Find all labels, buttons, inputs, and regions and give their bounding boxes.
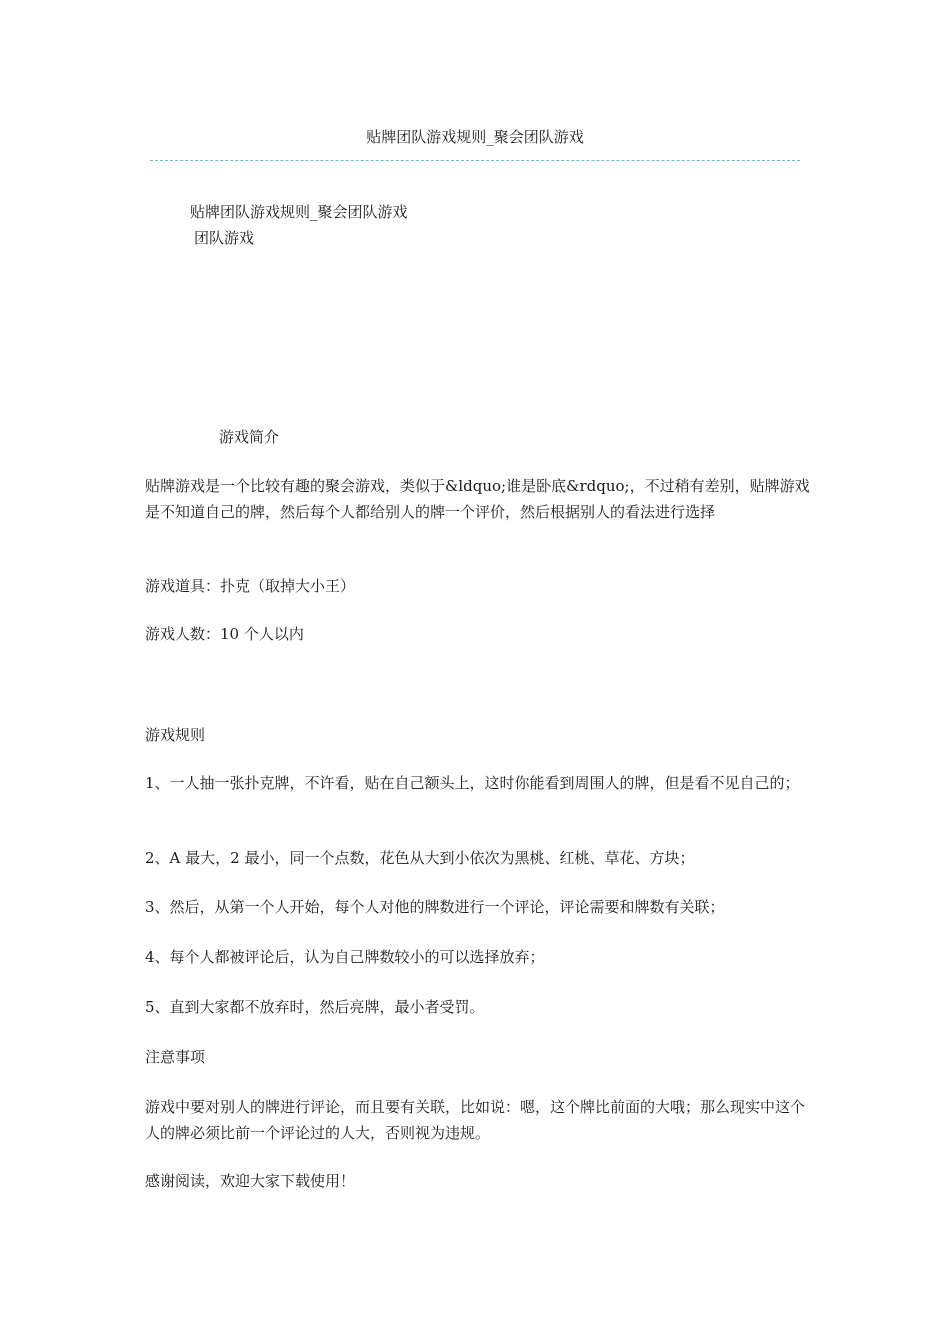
players-line: 游戏人数：10 个人以内	[145, 625, 304, 643]
rule-item-5: 5、直到大家都不放弃时，然后亮牌，最小者受罚。	[145, 998, 485, 1016]
rules-heading: 游戏规则	[145, 726, 206, 744]
props-line: 游戏道具：扑克（取掉大小王）	[145, 577, 356, 595]
document-title: 贴牌团队游戏规则_聚会团队游戏	[190, 203, 408, 221]
rule-item-4: 4、每个人都被评论后，认为自己牌数较小的可以选择放弃；	[145, 948, 545, 966]
document-subtitle: 团队游戏	[194, 229, 255, 247]
intro-paragraph: 贴牌游戏是一个比较有趣的聚会游戏，类似于&ldquo;谁是卧底&rdquo;，不过稍有差别，贴牌游戏是不知道自己的牌，然后每个人都给别人的牌一个评价，然后根据别人的看法进行选择	[145, 477, 810, 521]
rule-item-2: 2、A 最大，2 最小，同一个点数，花色从大到小依次为黑桃、红桃、草花、方块；	[145, 849, 695, 867]
closing-line: 感谢阅读，欢迎大家下载使用！	[145, 1172, 356, 1190]
intro-heading: 游戏简介	[219, 428, 280, 446]
notes-paragraph: 游戏中要对别人的牌进行评论，而且要有关联，比如说：嗯，这个牌比前面的大哦；那么现实中这个人的牌必须比前一个评论过的人大，否则视为违规。	[145, 1098, 806, 1142]
rule-item-3: 3、然后，从第一个人开始，每个人对他的牌数进行一个评论，评论需要和牌数有关联；	[145, 898, 725, 916]
page-header-title: 贴牌团队游戏规则_聚会团队游戏	[366, 128, 584, 146]
rule-item-1: 1、一人抽一张扑克牌，不许看，贴在自己额头上，这时你能看到周围人的牌，但是看不见自己的；	[145, 774, 800, 792]
notes-heading: 注意事项	[145, 1048, 206, 1066]
header-divider	[150, 160, 800, 161]
